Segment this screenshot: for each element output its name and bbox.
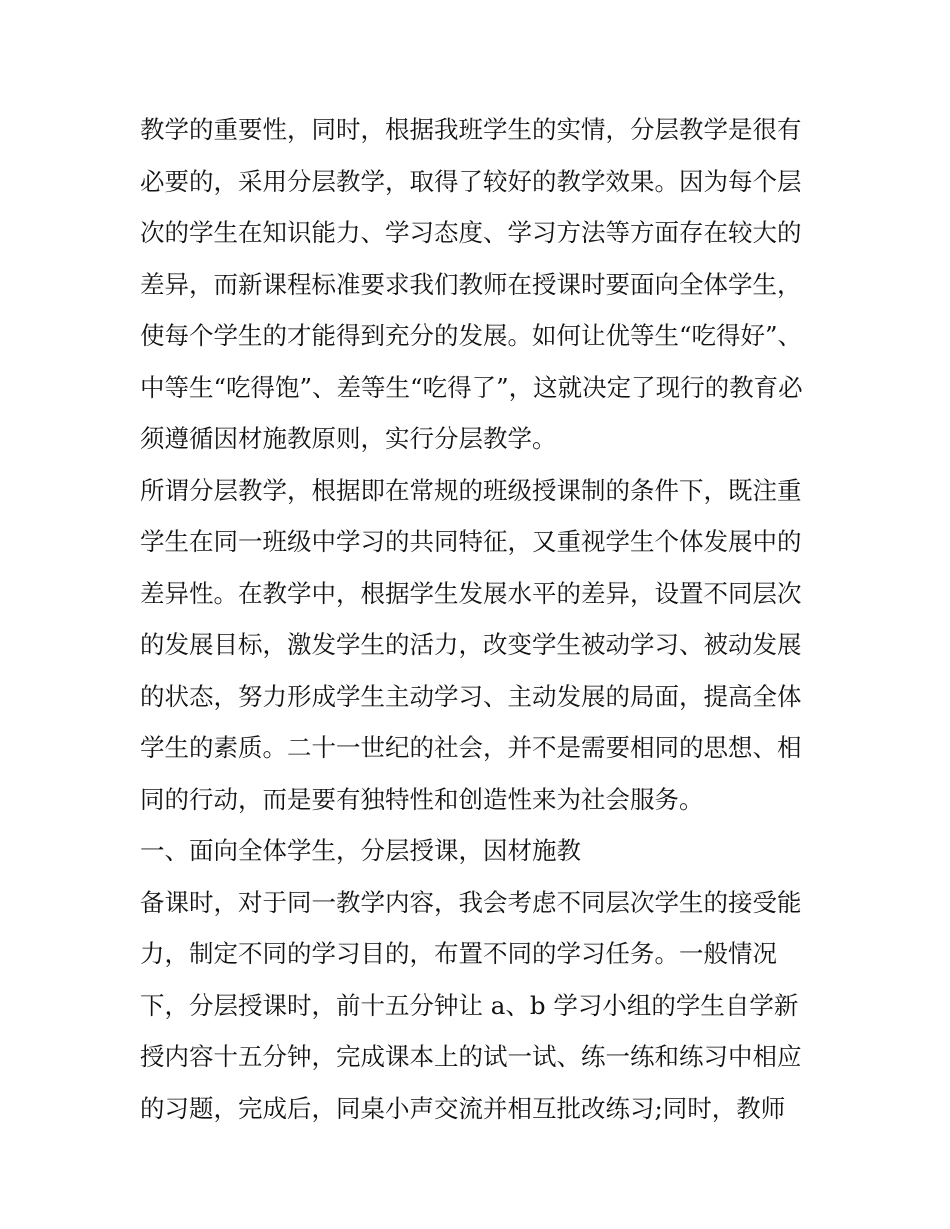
text-line: 使每个学生的才能得到充分的发展。如何让优等生“吃得好”、	[140, 321, 803, 350]
text-line: 力，制定不同的学习目的，布置不同的学习任务。一般情况	[140, 939, 777, 968]
section-heading: 一、面向全体学生，分层授课，因材施教	[140, 836, 581, 865]
text-line: 学生的素质。二十一世纪的社会，并不是需要相同的思想、相	[140, 733, 802, 762]
body-text	[140, 108, 820, 1138]
text-line: 学生在同一班级中学习的共同特征，又重视学生个体发展中的	[140, 527, 802, 556]
text-line: 必要的，采用分层教学，取得了较好的教学效果。因为每个层	[140, 166, 802, 196]
text-line: 差异性。在教学中，根据学生发展水平的差异，设置不同层次	[140, 578, 802, 608]
text-line: 次的学生在知识能力、学习态度、学习方法等方面存在较大的	[140, 218, 802, 247]
text-line: 下，分层授课时，前十五分钟让 a、b 学习小组的学生自学新	[140, 990, 799, 1020]
text-line: 须遵循因材施教原则，实行分层教学。	[140, 424, 557, 453]
text-line: 中等生“吃得饱”、差等生“吃得了”，这就决定了现行的教育必	[140, 372, 803, 402]
text-line: 授内容十五分钟，完成课本上的试一试、练一练和练习中相应	[140, 1042, 802, 1071]
text-line: 的状态，努力形成学生主动学习、主动发展的局面，提高全体	[140, 681, 802, 711]
text-line: 所谓分层教学，根据即在常规的班级授课制的条件下，既注重	[140, 475, 802, 505]
text-line: 差异，而新课程标准要求我们教师在授课时要面向全体学生，	[140, 269, 802, 299]
text-line: 同的行动，而是要有独特性和创造性来为社会服务。	[140, 784, 704, 814]
text-line: 备课时，对于同一教学内容，我会考虑不同层次学生的接受能	[140, 887, 802, 917]
text-line: 的发展目标，激发学生的活力，改变学生被动学习、被动发展	[140, 630, 802, 659]
text-line: 教学的重要性，同时，根据我班学生的实情，分层教学是很有	[140, 115, 802, 144]
text-line: 的习题，完成后，同桌小声交流并相互批改练习;同时，教师	[140, 1093, 786, 1123]
